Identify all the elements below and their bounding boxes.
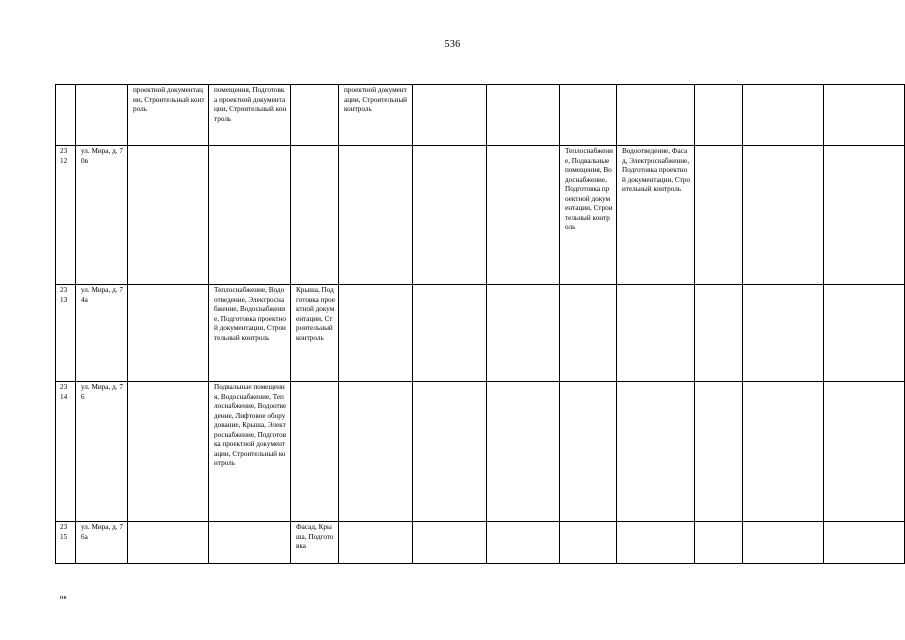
table-cell xyxy=(560,85,617,146)
row-number-cell: 23 15 xyxy=(56,522,76,564)
table-body xyxy=(56,85,905,564)
table-cell: проектной документации, Строительный контроль xyxy=(339,85,413,146)
table-cell xyxy=(617,382,695,522)
table-cell xyxy=(291,146,339,285)
table-cell xyxy=(128,522,209,564)
table-cell xyxy=(560,382,617,522)
table-cell xyxy=(413,146,487,285)
table-row xyxy=(56,285,905,382)
table-cell xyxy=(560,522,617,564)
table-cell xyxy=(560,285,617,382)
table-cell xyxy=(128,382,209,522)
table-cell: Теплоснабжение, Подвальные помещения, Водоснабжение, Подготовка проектной документации, Строительный контроль xyxy=(560,146,617,285)
table-cell xyxy=(339,382,413,522)
table-cell: проектной документации, Строительный контроль xyxy=(128,85,209,146)
address-cell xyxy=(76,85,128,146)
repair-schedule-table xyxy=(55,84,905,564)
table-cell xyxy=(695,522,743,564)
address-cell: ул. Мира, д. 76 xyxy=(76,382,128,522)
table-row xyxy=(56,382,905,522)
table-row xyxy=(56,522,905,564)
row-number-cell: 23 14 xyxy=(56,382,76,522)
table-cell xyxy=(743,522,824,564)
address-cell: ул. Мира, д. 74а xyxy=(76,285,128,382)
table-cell xyxy=(339,522,413,564)
table-cell xyxy=(824,285,905,382)
table-cell xyxy=(413,382,487,522)
table-cell: Подвальные помещения, Водоснабжение, Теплоснабжение, Водоотведение, Лифтовое оборудование, Крыша, Электроснабжение, Подготовка проектной документации, Строительный контроль xyxy=(209,382,291,522)
table-cell xyxy=(617,285,695,382)
table-cell xyxy=(695,146,743,285)
table-cell xyxy=(743,382,824,522)
table-cell xyxy=(339,285,413,382)
table-cell xyxy=(291,85,339,146)
table-row xyxy=(56,146,905,285)
table-cell xyxy=(487,85,560,146)
table-cell xyxy=(824,146,905,285)
table-cell: Теплоснабжение, Водоотведение, Электроснабжение, Водоснабжение, Подготовка проектной документации, Строительный контроль xyxy=(209,285,291,382)
table-cell xyxy=(743,146,824,285)
table-cell xyxy=(209,146,291,285)
table-cell xyxy=(743,85,824,146)
row-number-cell: 23 13 xyxy=(56,285,76,382)
table-cell xyxy=(743,285,824,382)
table-cell xyxy=(209,522,291,564)
table-cell xyxy=(487,382,560,522)
page-number: 536 xyxy=(444,39,461,50)
row-number-cell xyxy=(56,85,76,146)
table-cell xyxy=(291,382,339,522)
table-cell xyxy=(339,146,413,285)
table-row xyxy=(56,85,905,146)
table-cell xyxy=(413,85,487,146)
table-cell xyxy=(128,285,209,382)
table-cell xyxy=(695,85,743,146)
table-cell: Фасад, Крыша, Подготовка xyxy=(291,522,339,564)
table-cell xyxy=(487,285,560,382)
table-cell xyxy=(695,382,743,522)
table-cell xyxy=(413,522,487,564)
table-cell xyxy=(824,522,905,564)
row-number-cell: 23 12 xyxy=(56,146,76,285)
footer-mark: нв xyxy=(60,594,67,601)
table-cell: помещения, Подготовка проектной документации, Строительный контроль xyxy=(209,85,291,146)
table-cell xyxy=(413,285,487,382)
table-cell xyxy=(128,146,209,285)
table-cell xyxy=(824,382,905,522)
table-cell: Водоотведение, Фасад, Электроснабжение, Подготовка проектной документации, Строительный контроль xyxy=(617,146,695,285)
table-cell xyxy=(617,522,695,564)
address-cell: ул. Мира, д. 70в xyxy=(76,146,128,285)
table-cell xyxy=(824,85,905,146)
table-cell: Крыша, Подготовка проектной документации, Строительный контроль xyxy=(291,285,339,382)
table-cell xyxy=(487,522,560,564)
table-cell xyxy=(695,285,743,382)
address-cell: ул. Мира, д. 76а xyxy=(76,522,128,564)
table-cell xyxy=(487,146,560,285)
table-cell xyxy=(617,85,695,146)
